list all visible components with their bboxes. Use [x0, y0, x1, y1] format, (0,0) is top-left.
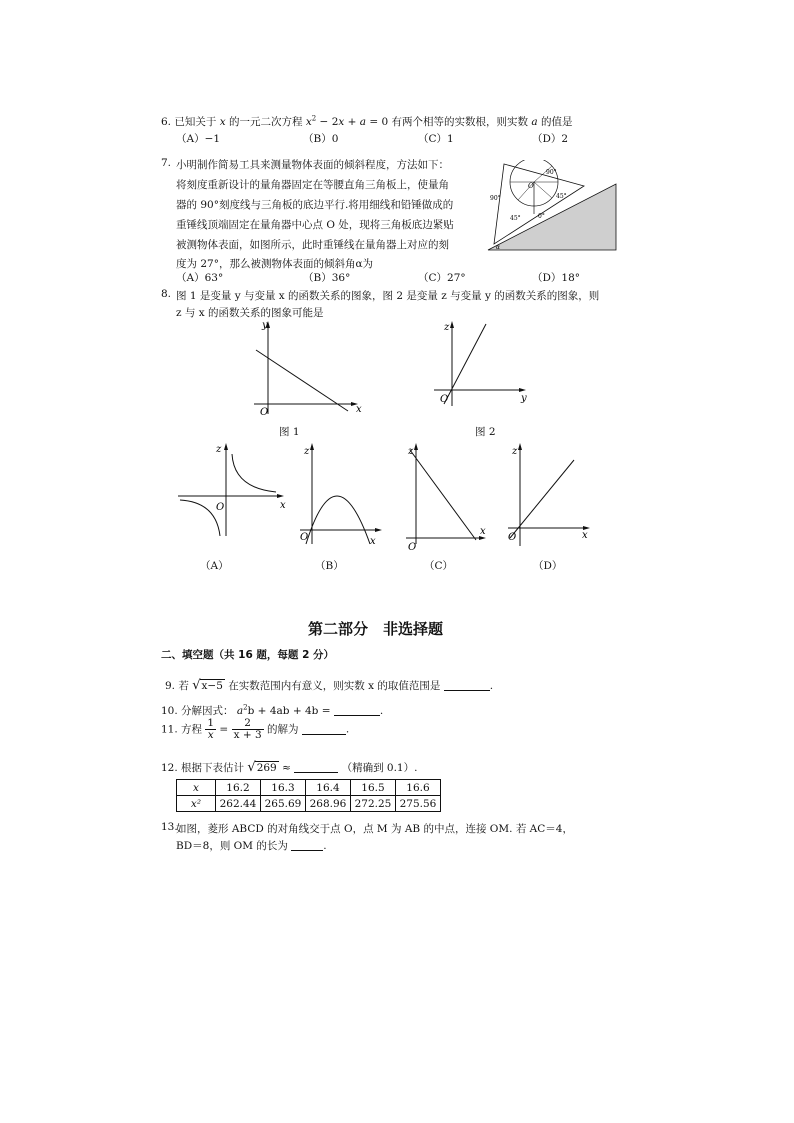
svg-text:z: z: [408, 446, 414, 457]
svg-text:z: z: [216, 444, 222, 455]
svg-text:y: y: [262, 320, 268, 331]
svg-text:x: x: [356, 404, 362, 415]
q11-answer-blank[interactable]: [302, 724, 346, 735]
table-row: x 16.2 16.3 16.4 16.5 16.6: [177, 780, 441, 796]
q6-option-d: （D）2: [532, 133, 569, 145]
fig2-line: [444, 324, 486, 404]
q6-option-c: （C）1: [418, 133, 454, 145]
svg-text:O: O: [440, 394, 449, 405]
q13-line-2: BD＝8，则 OM 的长为 .: [176, 840, 327, 852]
q7-option-b: （B）36°: [303, 272, 351, 284]
svg-text:O: O: [300, 532, 309, 543]
svg-text:y: y: [521, 393, 527, 404]
q7-line-2: 将刻度重新设计的量角器固定在等腰直角三角板上，使量角: [176, 179, 449, 191]
section-heading: 二、填空题（共 16 题，每题 2 分）: [161, 649, 335, 661]
q8-option-b-label: （B）: [315, 560, 344, 572]
q12-stem: 12. 根据下表估计 √269 ≈ （精确到 0.1）.: [161, 760, 418, 775]
q9-stem: 9. 若 √x−5 在实数范围内有意义，则实数 x 的取值范围是 .: [165, 678, 494, 693]
q8-graph-d: [504, 440, 594, 550]
q10-answer-blank[interactable]: [334, 705, 380, 716]
q8-option-a-label: （A）: [200, 560, 229, 572]
q7-line-3: 器的 90°刻度线与三角板的底边平行.将用细线和铅锤做成的: [176, 199, 454, 211]
q8-option-d-label: （D）: [533, 560, 563, 572]
hyperbola-branch-1: [232, 454, 276, 492]
fig7-label: 90°: [546, 169, 557, 176]
q7-number: 7.: [161, 157, 172, 169]
q7-option-d: （D）18°: [532, 272, 581, 284]
q6-stem: 6. 已知关于 x 的一元二次方程 $x^2 - 2x + a = 0$ 有两个相等的实数根，则实数 a 的值是: [161, 114, 573, 128]
svg-text:x: x: [280, 500, 286, 511]
q8-line-1: 图 1 是变量 y 与变量 x 的函数关系的图象，图 2 是变量 z 与变量 y 的函数关系的图象，则: [176, 290, 600, 302]
fig1-caption: 图 1: [279, 426, 300, 438]
q13-number: 13.: [161, 821, 178, 833]
decreasing-line: [410, 450, 476, 540]
q8-figure-1: [250, 318, 365, 418]
q13-answer-blank[interactable]: [291, 840, 323, 851]
svg-text:x: x: [370, 536, 376, 547]
svg-text:O: O: [508, 532, 517, 543]
q11-fraction-1: $\frac{1}{x}$: [207, 717, 215, 741]
svg-text:α: α: [496, 244, 501, 251]
svg-text:z: z: [512, 446, 518, 457]
svg-text:O: O: [260, 407, 269, 418]
q7-line-5: 被测物体表面，如图所示，此时重锤线在量角器上对应的刻: [176, 239, 449, 251]
q7-line-1: 小明制作简易工具来测量物体表面的倾斜程度，方法如下：: [176, 159, 449, 171]
q7-option-a: （A）63°: [176, 272, 224, 284]
q8-option-c-label: （C）: [424, 560, 454, 572]
q6-option-b: （B）0: [303, 133, 339, 145]
svg-text:O: O: [528, 182, 534, 190]
svg-text:x: x: [480, 526, 486, 537]
q8-line-2: z 与 x 的函数关系的图象可能是: [176, 307, 324, 319]
q8-figure-2: [430, 318, 535, 408]
table-row: x² 262.44 265.69 268.96 272.25 275.56: [177, 796, 441, 812]
q7-option-c: （C）27°: [418, 272, 466, 284]
q8-graph-c: [402, 440, 492, 550]
q13-line-1: 如图，菱形 ABCD 的对角线交于点 O，点 M 为 AB 的中点，连接 OM. 若 AC＝4，: [176, 823, 573, 835]
fig1-line: [256, 350, 348, 411]
q7-line-6: 度为 27°，那么被测物体表面的倾斜角α为: [176, 258, 374, 270]
q9-answer-blank[interactable]: [444, 680, 490, 691]
svg-text:z: z: [304, 446, 310, 457]
svg-text:z: z: [444, 322, 450, 333]
svg-text:O: O: [216, 502, 225, 513]
q7-line-4: 重锤线顶端固定在量角器中心点 O 处，现将三角板底边紧贴: [176, 219, 454, 231]
fig2-caption: 图 2: [475, 426, 496, 438]
q12-radicand: 269: [256, 762, 277, 774]
q7-protractor-figure: [486, 160, 620, 252]
svg-text:0°: 0°: [538, 213, 545, 220]
q8-graph-b: [296, 440, 386, 550]
svg-text:x: x: [582, 530, 588, 541]
q12-value-table: [176, 779, 441, 812]
svg-text:45°: 45°: [556, 193, 567, 200]
parabola: [306, 496, 370, 544]
part2-title: 第二部分 非选择题: [308, 620, 444, 638]
q12-answer-blank[interactable]: [294, 762, 338, 773]
q6-option-a: （A）−1: [176, 133, 221, 145]
hyperbola-branch-2: [180, 500, 220, 536]
q8-graph-a: [176, 440, 291, 540]
svg-text:O: O: [408, 542, 417, 550]
svg-text:90°: 90°: [490, 195, 501, 202]
q10-stem: 10. 分解因式： $a^2b + 4ab + 4b$ = .: [161, 703, 384, 717]
svg-text:45°: 45°: [510, 215, 521, 222]
q11-stem: 11. 方程 $\frac{1}{x}$ = $\frac{2}{x + 3}$ 的解为 .: [161, 717, 350, 741]
q9-radicand: x−5: [201, 680, 223, 692]
q11-fraction-2: $\frac{2}{x + 3}$: [233, 717, 262, 741]
q8-number: 8.: [161, 288, 172, 300]
